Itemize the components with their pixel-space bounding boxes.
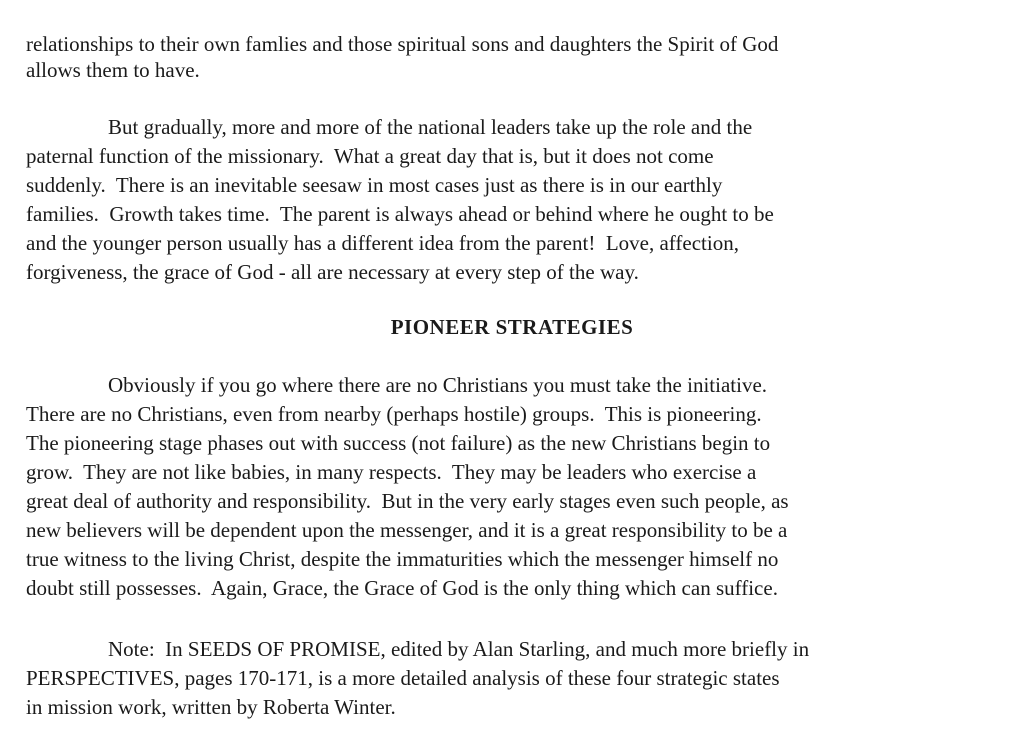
paragraph-3-line-7: true witness to the living Christ, despite the immaturities which the messenger himself no <box>26 547 779 571</box>
paragraph-3-line-1: Obviously if you go where there are no Christians you must take the initiative. <box>108 373 768 397</box>
paragraph-3-line-8: doubt still possesses. Again, Grace, the Grace of God is the only thing which can suffice. <box>26 576 778 600</box>
paragraph-4-line-3: in mission work, written by Roberta Winter. <box>26 695 396 719</box>
paragraph-3-line-6: new believers will be dependent upon the messenger, and it is a great responsibility to be a <box>26 518 788 542</box>
paragraph-1-line-1: relationships to their own famlies and those spiritual sons and daughters the Spirit of God <box>26 32 779 56</box>
paragraph-4-line-1: Note: In SEEDS OF PROMISE, edited by Alan Starling, and much more briefly in <box>108 637 810 661</box>
paragraph-3-line-4: grow. They are not like babies, in many respects. They may be leaders who exercise a <box>26 460 757 484</box>
paragraph-2-line-1: But gradually, more and more of the national leaders take up the role and the <box>108 115 753 139</box>
paragraph-4-line-2: PERSPECTIVES, pages 170-171, is a more detailed analysis of these four strategic states <box>26 666 780 690</box>
paragraph-3-line-2: There are no Christians, even from nearby (perhaps hostile) groups. This is pioneering. <box>26 402 762 426</box>
paragraph-2-line-5: and the younger person usually has a different idea from the parent! Love, affection, <box>26 231 739 255</box>
paragraph-1-line-2: allows them to have. <box>26 58 200 82</box>
paragraph-2-line-4: families. Growth takes time. The parent is always ahead or behind where he ought to be <box>26 202 774 226</box>
paragraph-3-line-3: The pioneering stage phases out with success (not failure) as the new Christians begin to <box>26 431 771 455</box>
paragraph-2-line-3: suddenly. There is an inevitable seesaw in most cases just as there is in our earthly <box>26 173 723 197</box>
section-heading: PIONEER STRATEGIES <box>390 315 634 339</box>
paragraph-2-line-6: forgiveness, the grace of God - all are necessary at every step of the way. <box>26 260 639 284</box>
paragraph-3-line-5: great deal of authority and responsibility. But in the very early stages even such people, as <box>26 489 789 513</box>
paragraph-2-line-2: paternal function of the missionary. What a great day that is, but it does not come <box>26 144 714 168</box>
